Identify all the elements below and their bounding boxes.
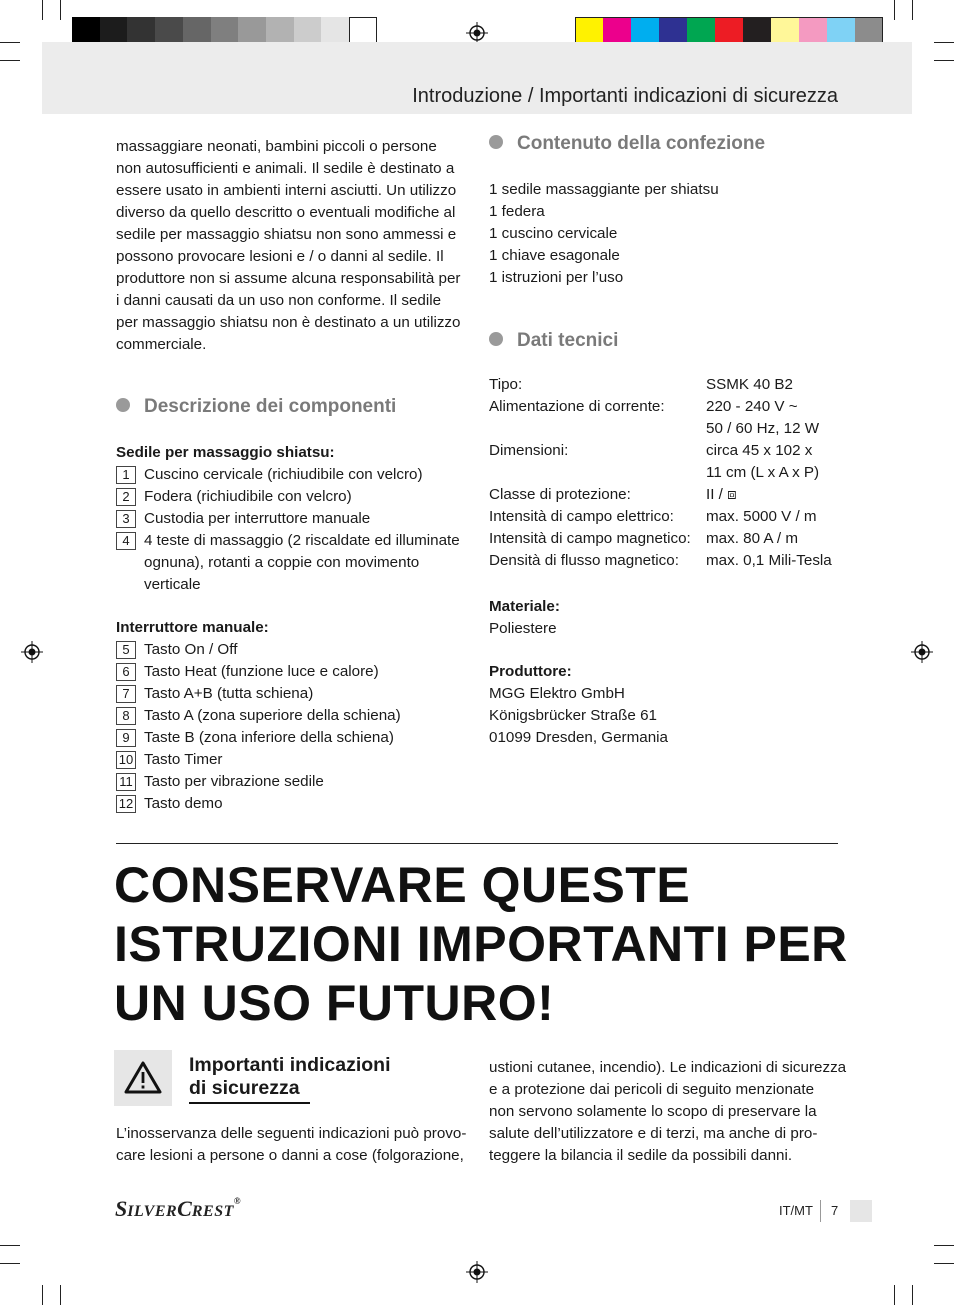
item-number: 7 xyxy=(116,685,136,703)
item-text-line: Cuscino cervicale (richiudibile con velcro) xyxy=(144,466,423,483)
item-text-line: ognuna), rotanti a coppie con movimento xyxy=(144,554,420,571)
safety-line: L’inosservanza delle seguenti indicazioni può provo- xyxy=(116,1125,467,1142)
package-heading xyxy=(489,133,765,155)
registration-mark-icon xyxy=(466,22,488,44)
components-heading xyxy=(116,396,396,418)
registration-mark-icon xyxy=(21,641,43,663)
item-number: 2 xyxy=(116,488,136,506)
gray-swatch xyxy=(183,17,211,45)
tech-label: Intensità di campo magnetico: xyxy=(489,530,691,547)
intro-line: produttore non si assume alcuna responsabilità per xyxy=(116,270,461,287)
tech-value: max. 0,1 Mili-Tesla xyxy=(706,552,832,569)
page-title: Introduzione / Importanti indicazioni di sicurezza xyxy=(412,85,838,107)
producer-line: MGG Elektro GmbH xyxy=(489,685,625,702)
registration-mark-icon xyxy=(466,1261,488,1283)
intro-line: i danni causati da un uso non conforme. Il sedile xyxy=(116,292,442,309)
components-heading-text: Descrizione dei componenti xyxy=(144,396,397,417)
intro-paragraph xyxy=(116,136,476,356)
intro-line: massaggiare neonati, bambini piccoli o persone xyxy=(116,138,437,155)
package-item: 1 sedile massaggiante per shiatsu xyxy=(489,181,719,198)
material-value: Poliestere xyxy=(489,620,557,637)
intro-line: commerciale. xyxy=(116,336,207,353)
package-heading-text: Contenuto della confezione xyxy=(517,133,766,154)
item-text: Tasto per vibrazione sedile xyxy=(144,773,324,790)
producer-title: Produttore: xyxy=(489,663,572,680)
package-item: 1 chiave esagonale xyxy=(489,247,620,264)
safety-line: ustioni cutanee, incendio). Le indicazioni di sicurezza xyxy=(489,1059,847,1076)
item-text xyxy=(144,486,352,508)
tech-value: II / ⧈ xyxy=(706,486,737,503)
gray-swatch xyxy=(321,17,349,45)
item-text: Tasto Timer xyxy=(144,751,223,768)
brand-logo: SILVERCREST® xyxy=(115,1196,241,1221)
item-text xyxy=(144,464,423,486)
bullet-icon xyxy=(489,332,503,346)
package-item: 1 cuscino cervicale xyxy=(489,225,618,242)
safety-heading-line: di sicurezza xyxy=(189,1077,300,1099)
tech-value: SSMK 40 B2 xyxy=(706,376,793,393)
intro-line: diverso da quello descritto o eventuali modifiche al xyxy=(116,204,456,221)
gray-swatch xyxy=(266,17,294,45)
item-number: 6 xyxy=(116,663,136,681)
item-text: Taste B (zona inferiore della schiena) xyxy=(144,729,394,746)
tech-heading-text: Dati tecnici xyxy=(517,330,619,351)
section-divider xyxy=(116,843,838,844)
gray-swatch xyxy=(155,17,183,45)
brand-registered-mark: ® xyxy=(233,1196,241,1206)
material-title: Materiale: xyxy=(489,598,560,615)
warning-triangle-icon xyxy=(114,1050,172,1106)
footer-separator xyxy=(820,1200,821,1222)
gray-swatch xyxy=(100,17,128,45)
gray-swatch xyxy=(349,17,377,45)
item-text-line: Fodera (richiudibile con velcro) xyxy=(144,488,352,505)
item-text: Tasto A+B (tutta schiena) xyxy=(144,685,314,702)
intro-line: essere usato in ambienti interni asciutti. Un utilizzo xyxy=(116,182,457,199)
safety-heading-line: Importanti indicazioni xyxy=(189,1054,391,1076)
item-number: 1 xyxy=(116,466,136,484)
safety-text-left xyxy=(116,1123,466,1167)
item-number: 8 xyxy=(116,707,136,725)
gray-swatch xyxy=(294,17,322,45)
tech-label: Alimentazione di corrente: xyxy=(489,398,665,415)
package-item: 1 istruzioni per l’uso xyxy=(489,269,624,286)
item-number: 5 xyxy=(116,641,136,659)
item-text xyxy=(144,530,460,596)
package-item: 1 federa xyxy=(489,203,545,220)
locale-label: IT/MT xyxy=(779,1203,813,1218)
item-text-line: verticale xyxy=(144,576,201,593)
item-number: 4 xyxy=(116,532,136,550)
gray-swatch xyxy=(211,17,239,45)
safety-heading xyxy=(189,1054,391,1100)
page-number: 7 xyxy=(831,1203,839,1218)
intro-line: possono provocare lesioni e / o danni al sedile. Il xyxy=(116,248,444,265)
warning-box xyxy=(114,1050,172,1106)
item-text: Tasto On / Off xyxy=(144,641,238,658)
keep-instructions-notice xyxy=(114,856,848,1033)
package-list xyxy=(489,179,719,289)
tech-label: Classe di protezione: xyxy=(489,486,631,503)
item-number: 9 xyxy=(116,729,136,747)
safety-line: teggere la bilancia il sedile da possibili danni. xyxy=(489,1147,793,1164)
intro-line: non autosufficienti e animali. Il sedile è destinato a xyxy=(116,160,455,177)
gray-swatch xyxy=(238,17,266,45)
seat-title: Sedile per massaggio shiatsu: xyxy=(116,444,335,461)
tech-label: Intensità di campo elettrico: xyxy=(489,508,674,525)
tech-value: 220 - 240 V ~ xyxy=(706,398,798,415)
color-bar-frame xyxy=(575,17,883,45)
tech-value: 50 / 60 Hz, 12 W xyxy=(706,420,820,437)
producer-line: Königsbrücker Straße 61 xyxy=(489,707,657,724)
bullet-icon xyxy=(116,398,130,412)
keep-line: ISTRUZIONI IMPORTANTI PER xyxy=(114,916,848,972)
gray-swatch xyxy=(127,17,155,45)
intro-line: per massaggio shiatsu non è destinato a un utilizzo xyxy=(116,314,461,331)
item-text-line: 4 teste di massaggio (2 riscaldate ed illuminate xyxy=(144,532,460,549)
tech-label: Densità di flusso magnetico: xyxy=(489,552,679,569)
gray-swatch xyxy=(72,17,100,45)
producer-address xyxy=(489,683,668,749)
item-text: Tasto Heat (funzione luce e calore) xyxy=(144,663,379,680)
keep-line: CONSERVARE QUESTE xyxy=(114,857,691,913)
item-text-line: Custodia per interruttore manuale xyxy=(144,510,371,527)
safety-line: non servono solamente lo scopo di preservare la xyxy=(489,1103,817,1120)
keep-line: UN USO FUTURO! xyxy=(114,975,555,1031)
tech-label: Dimensioni: xyxy=(489,442,569,459)
safety-line: care lesioni a persone o danni a cose (folgorazione, xyxy=(116,1147,464,1164)
item-number: 12 xyxy=(116,795,136,813)
item-number: 3 xyxy=(116,510,136,528)
page-tab xyxy=(850,1200,872,1222)
registration-mark-icon xyxy=(911,641,933,663)
item-text xyxy=(144,508,370,530)
switch-title: Interruttore manuale: xyxy=(116,619,269,636)
safety-line: salute dell’utilizzatore e di terzi, ma anche di pro- xyxy=(489,1125,818,1142)
tech-value: max. 5000 V / m xyxy=(706,508,817,525)
tech-value: circa 45 x 102 x xyxy=(706,442,813,459)
producer-line: 01099 Dresden, Germania xyxy=(489,729,668,746)
tech-label: Tipo: xyxy=(489,376,523,393)
item-text: Tasto demo xyxy=(144,795,223,812)
safety-text-right xyxy=(489,1057,846,1167)
intro-line: sedile per massaggio shiatsu non sono ammessi e xyxy=(116,226,457,243)
bullet-icon xyxy=(489,135,503,149)
tech-heading xyxy=(489,330,618,352)
item-number: 11 xyxy=(116,773,136,791)
safety-line: e a protezione dai pericoli di seguito menzionate xyxy=(489,1081,815,1098)
item-number: 10 xyxy=(116,751,136,769)
safety-heading-underline xyxy=(189,1102,310,1104)
tech-value: max. 80 A / m xyxy=(706,530,799,547)
tech-value: 11 cm (L x A x P) xyxy=(706,464,820,481)
item-text: Tasto A (zona superiore della schiena) xyxy=(144,707,401,724)
